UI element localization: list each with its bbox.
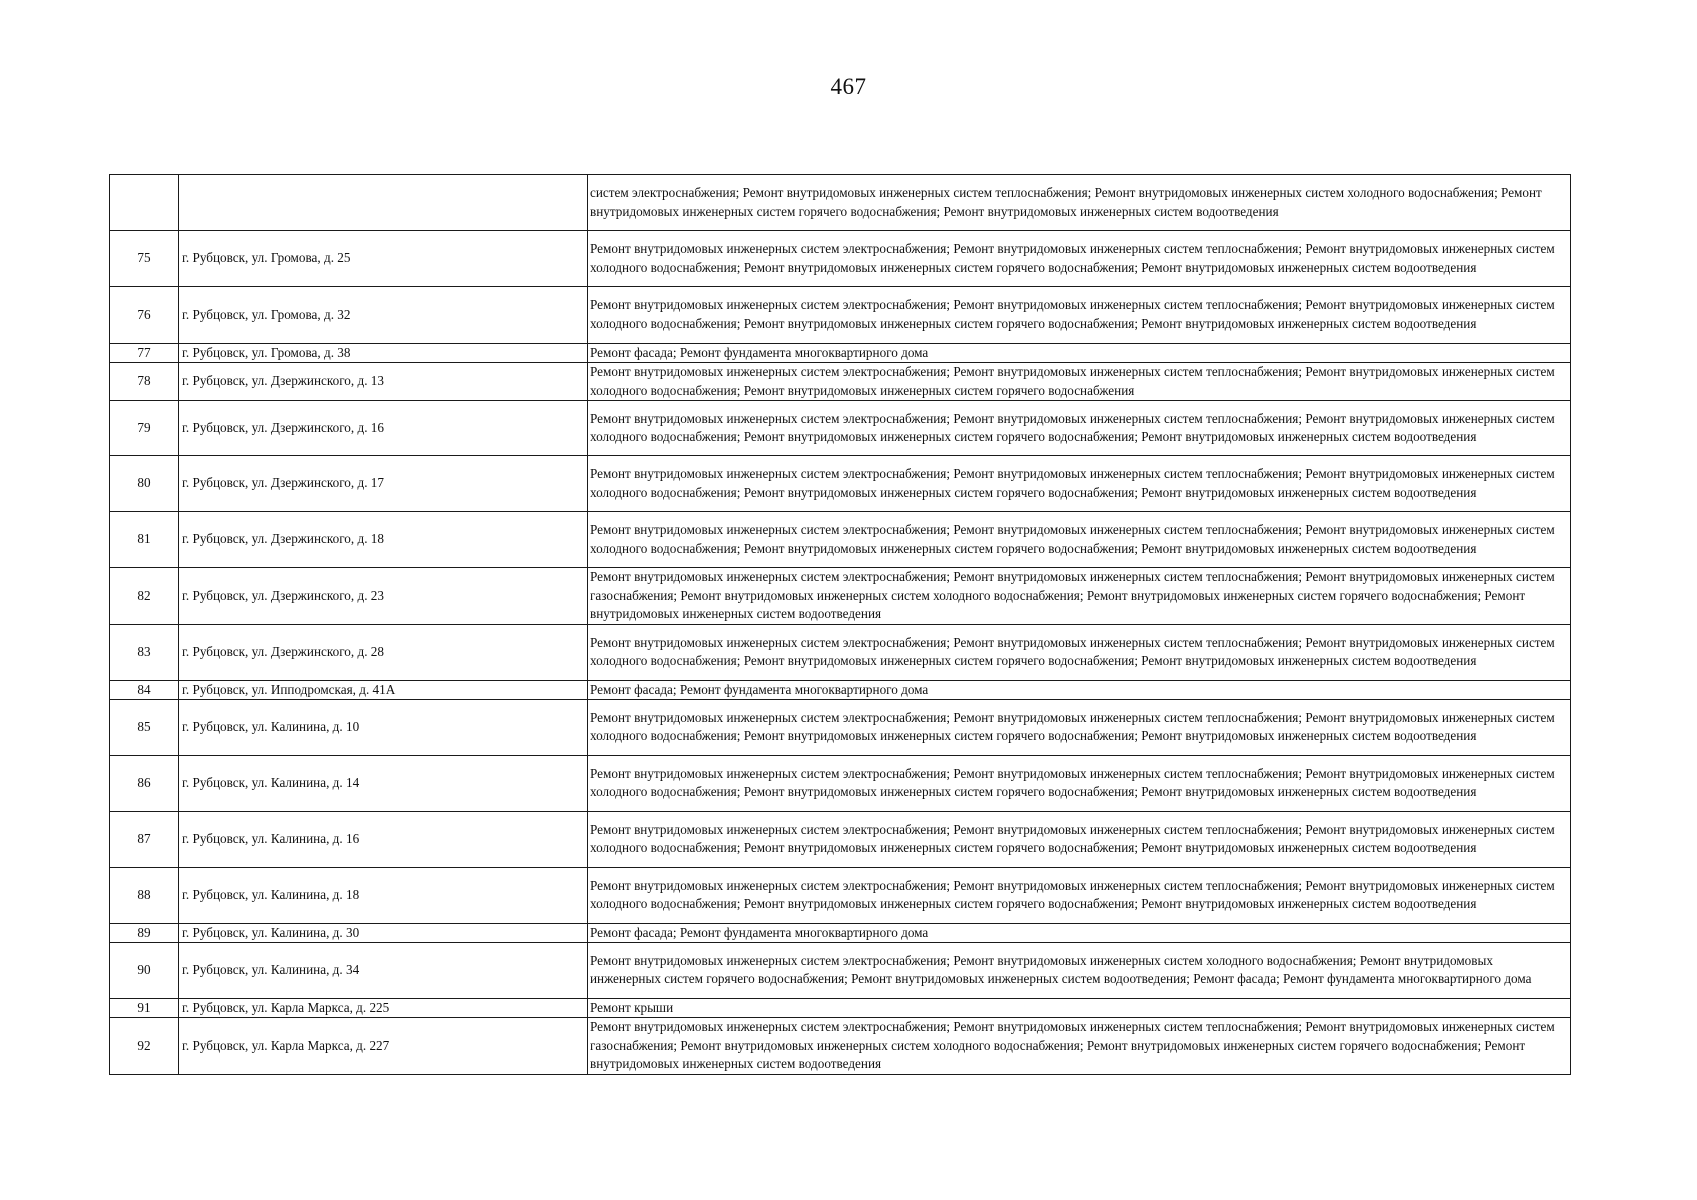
table-row — [110, 1017, 1571, 1074]
table-row — [110, 755, 1571, 811]
address-cell: г. Рубцовск, ул. Калинина, д. 16 — [179, 811, 588, 867]
address-cell: г. Рубцовск, ул. Дзержинского, д. 16 — [179, 401, 588, 456]
table-row — [110, 363, 1571, 401]
repair-works-cell: Ремонт внутридомовых инженерных систем электроснабжения; Ремонт внутридомовых инженерных систем теплоснабжения; Ремонт внутридомовых инженерных систем холодного водоснабжения; Ремонт внутридомовых инженерных систем горячего водоснабжения; Ремонт внутридомовых инженерных систем водоотведения — [588, 699, 1571, 755]
address-cell: г. Рубцовск, ул. Громова, д. 38 — [179, 344, 588, 363]
table-row — [110, 811, 1571, 867]
row-number-cell: 77 — [110, 344, 179, 363]
table-row — [110, 344, 1571, 363]
table-row — [110, 923, 1571, 942]
address-cell: г. Рубцовск, ул. Калинина, д. 30 — [179, 923, 588, 942]
repair-works-cell: Ремонт фасада; Ремонт фундамента многоквартирного дома — [588, 923, 1571, 942]
row-number-cell — [110, 175, 179, 231]
address-cell: г. Рубцовск, ул. Дзержинского, д. 13 — [179, 363, 588, 401]
address-cell: г. Рубцовск, ул. Дзержинского, д. 18 — [179, 512, 588, 568]
address-cell: г. Рубцовск, ул. Громова, д. 32 — [179, 287, 588, 344]
table-row — [110, 456, 1571, 512]
row-number-cell: 75 — [110, 231, 179, 287]
address-cell — [179, 175, 588, 231]
repair-works-cell: Ремонт внутридомовых инженерных систем электроснабжения; Ремонт внутридомовых инженерных систем теплоснабжения; Ремонт внутридомовых инженерных систем холодного водоснабжения; Ремонт внутридомовых инженерных систем горячего водоснабжения; Ремонт внутридомовых инженерных систем водоотведения — [588, 456, 1571, 512]
page-number: 467 — [830, 74, 867, 99]
row-number-cell: 91 — [110, 998, 179, 1017]
registry-body — [110, 175, 1571, 1075]
table-row — [110, 680, 1571, 699]
repair-works-cell: Ремонт внутридомовых инженерных систем электроснабжения; Ремонт внутридомовых инженерных систем теплоснабжения; Ремонт внутридомовых инженерных систем холодного водоснабжения; Ремонт внутридомовых инженерных систем горячего водоснабжения; Ремонт внутридомовых инженерных систем водоотведения — [588, 231, 1571, 287]
repair-works-cell: Ремонт фасада; Ремонт фундамента многоквартирного дома — [588, 344, 1571, 363]
row-number-cell: 80 — [110, 456, 179, 512]
table-row — [110, 512, 1571, 568]
row-number-cell: 89 — [110, 923, 179, 942]
address-cell: г. Рубцовск, ул. Карла Маркса, д. 227 — [179, 1017, 588, 1074]
repair-works-cell: Ремонт внутридомовых инженерных систем электроснабжения; Ремонт внутридомовых инженерных систем теплоснабжения; Ремонт внутридомовых инженерных систем холодного водоснабжения; Ремонт внутридомовых инженерных систем горячего водоснабжения; Ремонт внутридомовых инженерных систем водоотведения — [588, 755, 1571, 811]
table-row — [110, 699, 1571, 755]
address-cell: г. Рубцовск, ул. Калинина, д. 34 — [179, 942, 588, 998]
repair-works-cell: Ремонт внутридомовых инженерных систем электроснабжения; Ремонт внутридомовых инженерных систем теплоснабжения; Ремонт внутридомовых инженерных систем холодного водоснабжения; Ремонт внутридомовых инженерных систем горячего водоснабжения — [588, 363, 1571, 401]
address-cell: г. Рубцовск, ул. Калинина, д. 10 — [179, 699, 588, 755]
row-number-cell: 83 — [110, 624, 179, 680]
address-cell: г. Рубцовск, ул. Дзержинского, д. 17 — [179, 456, 588, 512]
table-row — [110, 998, 1571, 1017]
row-number-cell: 86 — [110, 755, 179, 811]
address-cell: г. Рубцовск, ул. Калинина, д. 18 — [179, 867, 588, 923]
repair-works-cell: Ремонт внутридомовых инженерных систем электроснабжения; Ремонт внутридомовых инженерных систем теплоснабжения; Ремонт внутридомовых инженерных систем холодного водоснабжения; Ремонт внутридомовых инженерных систем горячего водоснабжения; Ремонт внутридомовых инженерных систем водоотведения — [588, 401, 1571, 456]
table-row — [110, 942, 1571, 998]
row-number-cell: 79 — [110, 401, 179, 456]
repair-works-cell: Ремонт внутридомовых инженерных систем электроснабжения; Ремонт внутридомовых инженерных систем холодного водоснабжения; Ремонт внутридомовых инженерных систем горячего водоснабжения; Ремонт внутридомовых инженерных систем водоотведения; Ремонт фасада; Ремонт фундамента многоквартирного дома — [588, 942, 1571, 998]
address-cell: г. Рубцовск, ул. Калинина, д. 14 — [179, 755, 588, 811]
row-number-cell: 81 — [110, 512, 179, 568]
repair-works-cell: Ремонт внутридомовых инженерных систем электроснабжения; Ремонт внутридомовых инженерных систем теплоснабжения; Ремонт внутридомовых инженерных систем газоснабжения; Ремонт внутридомовых инженерных систем холодного водоснабжения; Ремонт внутридомовых инженерных систем горячего водоснабжения; Ремонт внутридомовых инженерных систем водоотведения — [588, 568, 1571, 625]
repair-works-cell: Ремонт крыши — [588, 998, 1571, 1017]
row-number-cell: 92 — [110, 1017, 179, 1074]
address-cell: г. Рубцовск, ул. Дзержинского, д. 28 — [179, 624, 588, 680]
address-cell: г. Рубцовск, ул. Карла Маркса, д. 225 — [179, 998, 588, 1017]
repair-works-cell: Ремонт внутридомовых инженерных систем электроснабжения; Ремонт внутридомовых инженерных систем теплоснабжения; Ремонт внутридомовых инженерных систем холодного водоснабжения; Ремонт внутридомовых инженерных систем горячего водоснабжения; Ремонт внутридомовых инженерных систем водоотведения — [588, 867, 1571, 923]
row-number-cell: 78 — [110, 363, 179, 401]
row-number-cell: 82 — [110, 568, 179, 625]
table-row — [110, 568, 1571, 625]
repair-works-cell: Ремонт внутридомовых инженерных систем электроснабжения; Ремонт внутридомовых инженерных систем теплоснабжения; Ремонт внутридомовых инженерных систем холодного водоснабжения; Ремонт внутридомовых инженерных систем горячего водоснабжения; Ремонт внутридомовых инженерных систем водоотведения — [588, 624, 1571, 680]
table-row — [110, 624, 1571, 680]
row-number-cell: 90 — [110, 942, 179, 998]
table-row — [110, 401, 1571, 456]
repair-works-cell: систем электроснабжения; Ремонт внутридомовых инженерных систем теплоснабжения; Ремонт внутридомовых инженерных систем холодного водоснабжения; Ремонт внутридомовых инженерных систем горячего водоснабжения; Ремонт внутридомовых инженерных систем водоотведения — [588, 175, 1571, 231]
repair-works-cell: Ремонт внутридомовых инженерных систем электроснабжения; Ремонт внутридомовых инженерных систем теплоснабжения; Ремонт внутридомовых инженерных систем холодного водоснабжения; Ремонт внутридомовых инженерных систем горячего водоснабжения; Ремонт внутридомовых инженерных систем водоотведения — [588, 512, 1571, 568]
table-row — [110, 231, 1571, 287]
repair-works-cell: Ремонт внутридомовых инженерных систем электроснабжения; Ремонт внутридомовых инженерных систем теплоснабжения; Ремонт внутридомовых инженерных систем холодного водоснабжения; Ремонт внутридомовых инженерных систем горячего водоснабжения; Ремонт внутридомовых инженерных систем водоотведения — [588, 287, 1571, 344]
row-number-cell: 85 — [110, 699, 179, 755]
row-number-cell: 87 — [110, 811, 179, 867]
table-row — [110, 175, 1571, 231]
repair-works-cell: Ремонт фасада; Ремонт фундамента многоквартирного дома — [588, 680, 1571, 699]
repair-works-cell: Ремонт внутридомовых инженерных систем электроснабжения; Ремонт внутридомовых инженерных систем теплоснабжения; Ремонт внутридомовых инженерных систем холодного водоснабжения; Ремонт внутридомовых инженерных систем горячего водоснабжения; Ремонт внутридомовых инженерных систем водоотведения — [588, 811, 1571, 867]
table-row — [110, 867, 1571, 923]
row-number-cell: 76 — [110, 287, 179, 344]
repair-works-cell: Ремонт внутридомовых инженерных систем электроснабжения; Ремонт внутридомовых инженерных систем теплоснабжения; Ремонт внутридомовых инженерных систем газоснабжения; Ремонт внутридомовых инженерных систем холодного водоснабжения; Ремонт внутридомовых инженерных систем горячего водоснабжения; Ремонт внутридомовых инженерных систем водоотведения — [588, 1017, 1571, 1074]
address-cell: г. Рубцовск, ул. Ипподромская, д. 41А — [179, 680, 588, 699]
table-row — [110, 287, 1571, 344]
row-number-cell: 88 — [110, 867, 179, 923]
address-cell: г. Рубцовск, ул. Дзержинского, д. 23 — [179, 568, 588, 625]
row-number-cell: 84 — [110, 680, 179, 699]
address-cell: г. Рубцовск, ул. Громова, д. 25 — [179, 231, 588, 287]
repair-registry-table — [109, 174, 1571, 1075]
